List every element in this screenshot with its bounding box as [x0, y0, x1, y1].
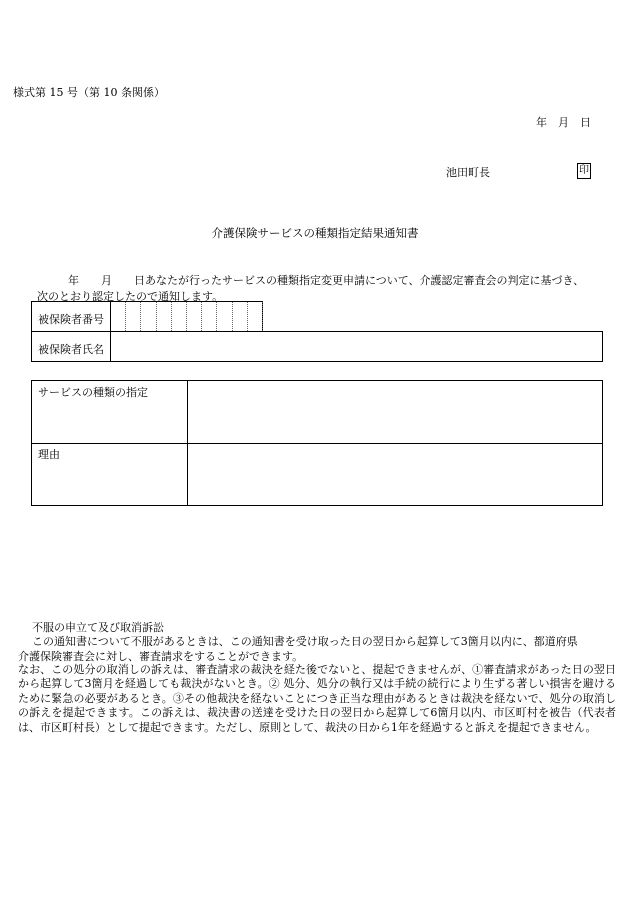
appeal-line-1: この通知書について不服があるときは、この通知書を受け取った日の翌日から起算して3箇月以内に、都道府県	[32, 635, 578, 648]
digit-divider	[201, 302, 202, 331]
divider	[110, 302, 111, 331]
digit-divider	[262, 302, 263, 331]
digit-divider	[186, 302, 187, 331]
digit-divider	[247, 302, 248, 331]
reason-label: 理由	[38, 448, 60, 461]
seal-stamp: 印	[577, 163, 591, 179]
digit-divider	[140, 302, 141, 331]
divider	[32, 443, 602, 444]
digit-divider	[216, 302, 217, 331]
insured-number-row	[31, 301, 263, 332]
appeal-heading: 不服の申立て及び取消訴訟	[32, 621, 164, 634]
document-title: 介護保険サービスの種類指定結果通知書	[211, 226, 419, 240]
intro-line-1: 年 月 日あなたが行ったサービスの種類指定変更申請について、介護認定審査会の判定に基づき、	[68, 274, 585, 287]
insured-number-label: 被保険者番号	[38, 313, 104, 326]
digit-divider	[156, 302, 157, 331]
service-table	[31, 380, 603, 506]
digit-divider	[125, 302, 126, 331]
insured-name-label: 被保険者氏名	[38, 343, 104, 356]
digit-divider	[171, 302, 172, 331]
appeal-line-2: 介護保険審査会に対し、審査請求をすることができます。	[18, 650, 304, 663]
date-line: 年 月 日	[536, 116, 591, 129]
mayor-name: 池田町長	[446, 166, 490, 179]
digit-divider	[232, 302, 233, 331]
service-designation-label: サービスの種類の指定	[38, 386, 148, 399]
insured-name-row	[31, 331, 603, 362]
intro-line-2: 次のとおり認定したので通知します。	[37, 290, 224, 303]
divider	[110, 332, 111, 361]
appeal-body: なお、この処分の取消しの訴えは、審査請求の裁決を経た後でないと、提起できませんが、①審査請求があった日の翌日から起算して3箇月を経過しても裁決がないとき。② 処分、処分の執行又は手続の続行により生ずる著しい損害を避けるために緊急の必要があるとき。③その他裁決を経ないことにつき正当な理由があるときは裁決を経ないで、処分の取消しの訴えを提起できます。この訴えは、裁決書の送達を受けた日の翌日から起算して6箇月以内、市区町村を被告（代表者は、市区町村長）として提起できます。ただし、原則として、裁決の日から1年を経過すると訴えを提起できません。	[18, 663, 616, 734]
form-number: 様式第 15 号（第 10 条関係）	[13, 86, 165, 99]
